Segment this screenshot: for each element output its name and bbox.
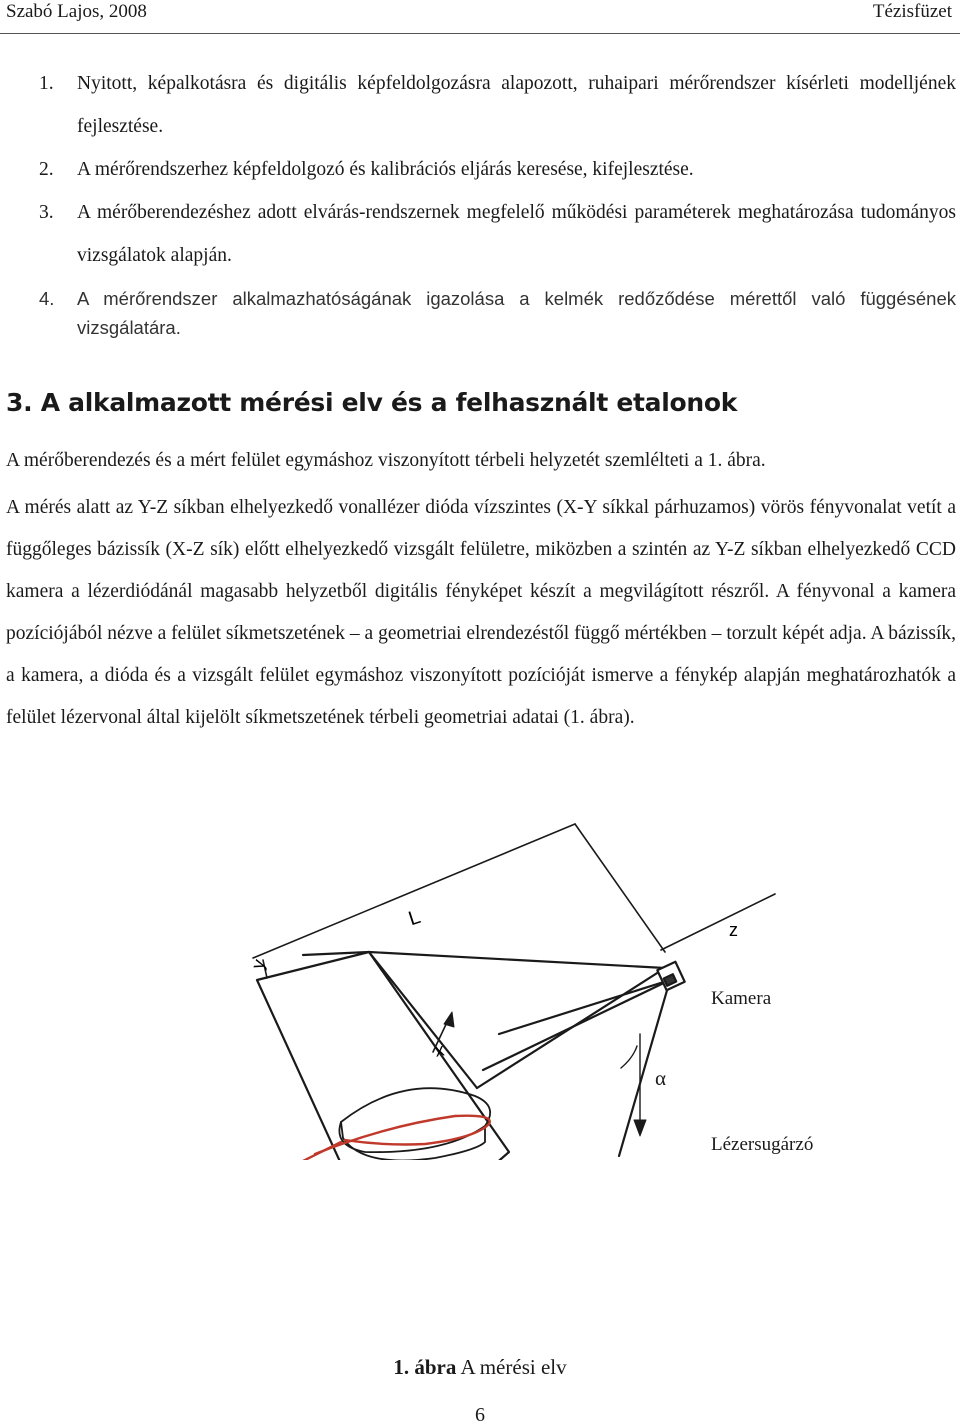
aims-list xyxy=(30,62,956,342)
laser-trace-tail xyxy=(265,1142,341,1160)
list-item-text: Nyitott, képalkotásra és digitális képfeldolgozásra alapozott, ruhaipari mérőrendszer kísérleti modelljének fejlesztése. xyxy=(77,73,956,137)
axis-label-y: y xyxy=(247,956,270,972)
arrow-head xyxy=(634,1120,646,1136)
list-item xyxy=(30,148,956,191)
z-axis xyxy=(661,894,775,950)
figure-caption xyxy=(0,1355,960,1380)
label-camera: Kamera xyxy=(711,988,772,1009)
list-item-text: A mérőberendezéshez adott elvárás-rendszernek megfelelő működési paraméterek meghatározása tudományos vizsgálatok alapján. xyxy=(77,202,956,266)
projection-line-top xyxy=(369,952,665,968)
length-extension xyxy=(575,824,665,952)
paragraph-body: A mérés alatt az Y-Z síkban elhelyezkedő vonallézer dióda vízszintes (X-Y síkkal párhuzamos) vörös fényvonalat vetít a függőleges bázissík (X-Z sík) előtt elhelyezkedő vizsgált felületre, miközben a szintén az Y-Z síkban elhelyezkedő CCD kamera a lézerdiódánál magasabb helyzetből digitális fényképet készít a megvilágított részről. A fényvonal a kamera pozíciójából nézve a felület síkmetszetének – a geometriai elrendezéstől függő mértékben – torzult képét adja. A bázissík, a kamera, a dióda és a vizsgált felület egymáshoz viszonyított pozícióját ismerve a fénykép alapján meghatározhatók a felület lézervonal által kijelölt síkmetszetének térbeli geometriai adatai (1. ábra). xyxy=(6,497,956,728)
list-item xyxy=(30,62,956,148)
beam-line xyxy=(483,980,670,1070)
list-item-text: A mérőrendszer alkalmazhatóságának igazolása a kelmék redőződése mérettől való függésének vizsgálatára. xyxy=(77,288,956,338)
list-item-text: A mérőrendszerhez képfeldolgozó és kalibrációs eljárás keresése, kifejlesztése. xyxy=(77,159,694,180)
dimension-label-l: L xyxy=(405,905,424,931)
list-item-number: 1. xyxy=(39,73,54,94)
label-laser: Lézersugárzó xyxy=(711,1134,814,1155)
header-rule xyxy=(0,33,960,34)
list-item-number: 4. xyxy=(39,288,55,309)
list-item xyxy=(30,284,956,342)
paragraph-intro: A mérőberendezés és a mért felület egymáshoz viszonyított térbeli helyzetét szemlélteti a 1. ábra. xyxy=(6,450,766,471)
header-title: Tézisfüzet xyxy=(872,1,952,22)
axis-label-z: z xyxy=(729,920,738,940)
base-plane xyxy=(257,952,509,1160)
beam-line xyxy=(499,980,670,1034)
caption-number: 1. ábra xyxy=(393,1355,457,1379)
list-item xyxy=(30,191,956,277)
measured-object-side xyxy=(341,1122,485,1160)
x-axis-arrow xyxy=(444,1012,454,1027)
label-angle: α xyxy=(655,1066,667,1090)
axis-label-x: x xyxy=(433,1039,446,1061)
caption-text: A mérési elv xyxy=(456,1355,567,1379)
angle-arc xyxy=(621,1046,637,1068)
section-title: 3. A alkalmazott mérési elv és a felhasznált etalonok xyxy=(6,388,738,417)
list-item-number: 2. xyxy=(39,159,54,180)
list-item-number: 3. xyxy=(39,202,54,223)
header-author: Szabó Lajos, 2008 xyxy=(6,1,147,22)
measurement-figure xyxy=(245,820,845,1160)
length-dimension xyxy=(253,824,575,958)
page-number: 6 xyxy=(475,1404,485,1426)
